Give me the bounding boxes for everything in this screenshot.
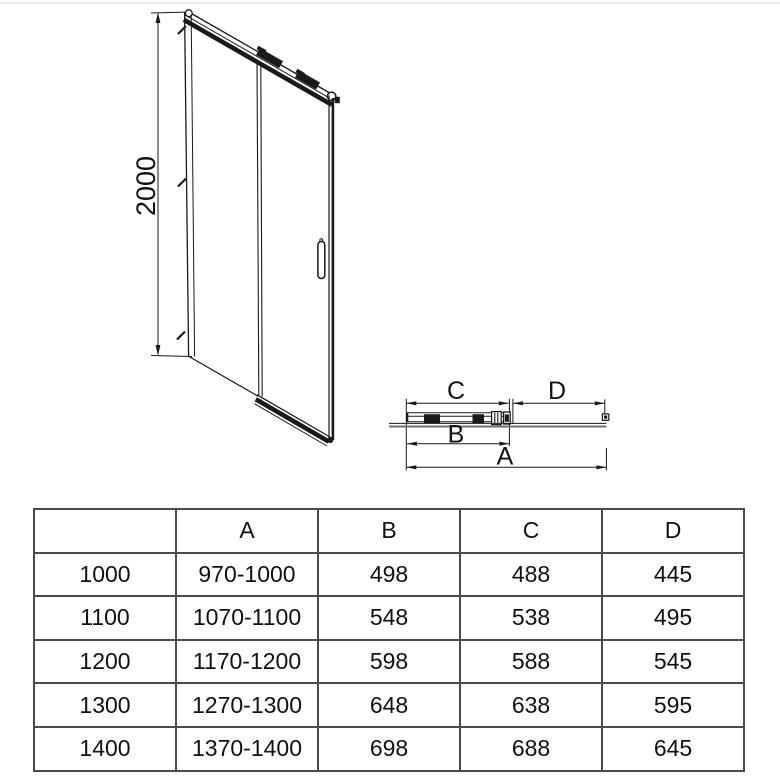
c-cell: 588: [460, 640, 602, 684]
b-cell: 548: [318, 596, 460, 640]
d-cell: 545: [602, 640, 744, 684]
dimensions-table: [33, 508, 745, 772]
c-cell: 538: [460, 596, 602, 640]
size-cell: 1200: [34, 640, 176, 684]
col-header-d: D: [602, 509, 744, 553]
size-cell: 1100: [34, 596, 176, 640]
a-cell: 970-1000: [176, 553, 318, 597]
bottom-rail: [189, 357, 333, 447]
size-cell: 1400: [34, 727, 176, 771]
dim-b-label: B: [447, 420, 465, 449]
table-row: [34, 640, 744, 684]
top-rail: [184, 10, 340, 105]
plan-wall-bracket: [602, 414, 608, 420]
d-cell: 645: [602, 727, 744, 771]
rail-left-cap: [185, 10, 192, 17]
size-cell: 1000: [34, 553, 176, 597]
front-view: [131, 10, 340, 446]
table-row: [34, 596, 744, 640]
table-row: [34, 553, 744, 597]
table-row: [34, 727, 744, 771]
col-header-size: [34, 509, 176, 553]
left-frame: [177, 13, 195, 357]
col-header-c: C: [460, 509, 602, 553]
door-handle: [318, 239, 325, 279]
a-cell: 1070-1100: [176, 596, 318, 640]
d-cell: 495: [602, 596, 744, 640]
plan-view: [389, 377, 609, 471]
dim-a-label: A: [496, 442, 514, 471]
size-cell: 1300: [34, 683, 176, 727]
b-cell: 648: [318, 683, 460, 727]
dim-c-label: C: [446, 377, 466, 405]
height-dimension: [131, 12, 192, 357]
plan-roller-left: [424, 414, 440, 423]
a-cell: 1170-1200: [176, 640, 318, 684]
dimension-d: [513, 377, 605, 405]
dimension-c: [406, 377, 509, 405]
b-cell: 698: [318, 727, 460, 771]
col-header-a: A: [176, 509, 318, 553]
height-dimension-label: 2000: [131, 155, 161, 217]
b-cell: 498: [318, 553, 460, 597]
c-cell: 638: [460, 683, 602, 727]
d-cell: 595: [602, 683, 744, 727]
a-cell: 1270-1300: [176, 683, 318, 727]
dimension-a: [406, 443, 606, 471]
table-header-row: [34, 509, 744, 553]
dim-d-label: D: [547, 377, 567, 405]
right-frame: [329, 96, 333, 441]
col-header-b: B: [318, 509, 460, 553]
d-cell: 445: [602, 553, 744, 597]
plan-roller-right: [473, 414, 485, 423]
table-row: [34, 683, 744, 727]
c-cell: 488: [460, 553, 602, 597]
glass-divider: [257, 60, 262, 397]
c-cell: 688: [460, 727, 602, 771]
b-cell: 598: [318, 640, 460, 684]
a-cell: 1370-1400: [176, 727, 318, 771]
